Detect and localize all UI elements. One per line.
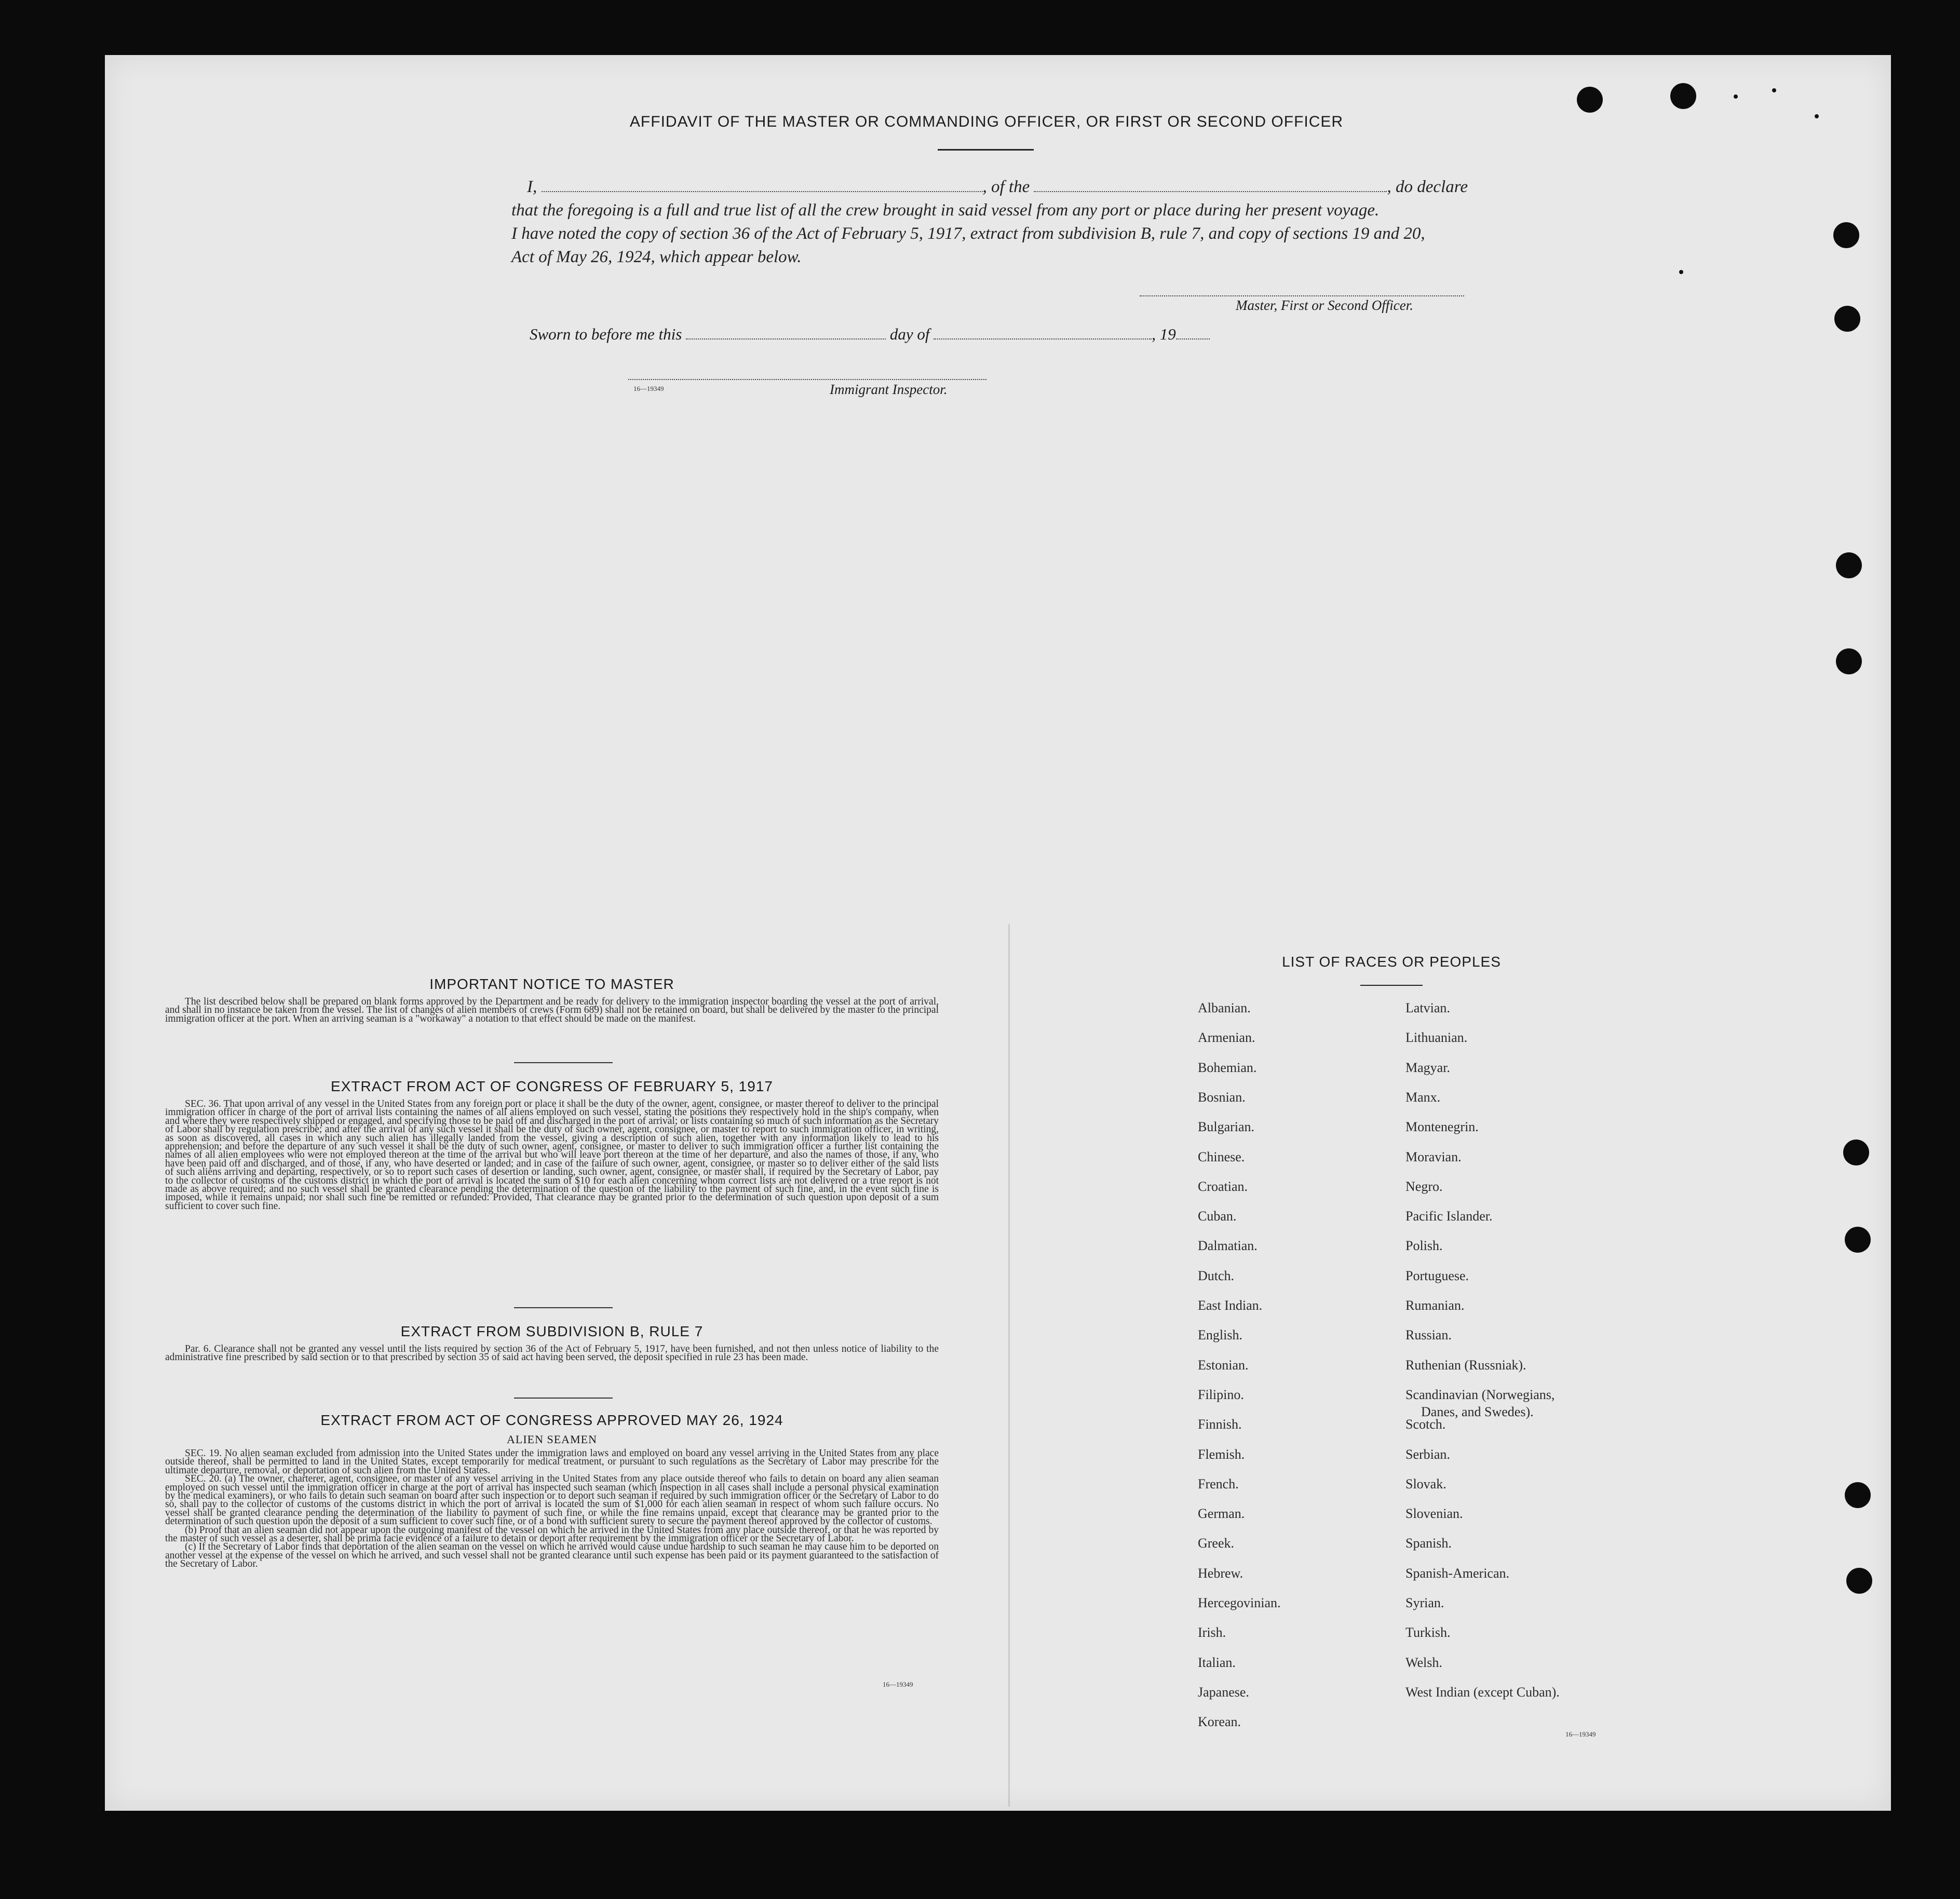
race-item: Filipino. — [1198, 1387, 1244, 1402]
race-item: Montenegrin. — [1405, 1119, 1479, 1134]
races-title: LIST OF RACES OR PEOPLES — [1282, 954, 1501, 970]
race-item: Dalmatian. — [1198, 1238, 1258, 1253]
race-item: Finnish. — [1198, 1417, 1242, 1432]
affidavit-title: AFFIDAVIT OF THE MASTER OR COMMANDING OFFICER, OR FIRST OR SECOND OFFICER — [629, 113, 1344, 130]
race-item: Magyar. — [1405, 1060, 1450, 1075]
title-divider — [1360, 985, 1423, 986]
race-item: Dutch. — [1198, 1268, 1235, 1283]
master-caption: Master, First or Second Officer. — [1236, 297, 1413, 313]
race-item: Estonian. — [1198, 1358, 1249, 1373]
race-item: Bulgarian. — [1198, 1119, 1255, 1134]
race-item: Negro. — [1405, 1179, 1443, 1194]
race-item: Greek. — [1198, 1536, 1235, 1551]
race-item: Japanese. — [1198, 1685, 1249, 1700]
extract-1924-subtitle: ALIEN SEAMEN — [507, 1433, 597, 1446]
race-item: Spanish. — [1405, 1536, 1452, 1551]
race-item: Albanian. — [1198, 1000, 1251, 1015]
race-item: West Indian (except Cuban). — [1405, 1685, 1560, 1700]
race-item: Latvian. — [1405, 1000, 1450, 1015]
notice-body: The list described below shall be prepared on blank forms approved by the Department and be ready for delivery to the immigration inspector boarding the vessel at the port of arrival, and shall in no instance be taken from the vessel. The list of changes of alien members of crews (Form 689) shall not be retained on board, but shall be delivered by the master to the principal immigration officer at the port. When an arriving seaman is a "workaway" a notation to that effect should be made on the manifest. — [165, 996, 939, 1024]
race-item: Serbian. — [1405, 1447, 1450, 1462]
affidavit-line2: that the foregoing is a full and true list of all the crew brought in said vessel from any port or place during her present voyage. — [511, 201, 1380, 220]
affidavit-line3: I have noted the copy of section 36 of the Act of February 5, 1917, extract from subdivision B, rule 7, and copy of sections 19 and 20, — [511, 224, 1425, 243]
race-item: Ruthenian (Russniak). — [1405, 1358, 1526, 1373]
race-item: Turkish. — [1405, 1625, 1451, 1640]
sworn-day-blank[interactable] — [686, 324, 886, 340]
punch-hole — [1843, 1140, 1869, 1165]
inspector-signature-line[interactable] — [628, 379, 986, 380]
affidavit-line4: Act of May 26, 1924, which appear below. — [511, 248, 802, 266]
extract-1924 — [165, 1412, 939, 1569]
punch-hole — [1845, 1227, 1871, 1253]
extract-rule7-body: Par. 6. Clearance shall not be granted any vessel until the lists required by section 36 of the Act of February 5, 1917, have been furnished, and not then unless notice of liability to the administrative fine prescribed by said section or to that prescribed by section 35 of said act having been served, the deposit specified in rule 23 has been made. — [165, 1344, 939, 1363]
sworn-year-blank[interactable] — [1176, 324, 1210, 340]
race-item: Manx. — [1405, 1090, 1441, 1105]
important-notice — [165, 976, 939, 1023]
race-item: Flemish. — [1198, 1447, 1245, 1462]
punch-hole — [1846, 1568, 1872, 1594]
race-item: Scandinavian (Norwegians, — [1405, 1387, 1555, 1402]
section-divider — [514, 1062, 613, 1063]
form-number: 16—19349 — [633, 385, 664, 392]
race-item: Korean. — [1198, 1714, 1241, 1729]
speck — [1734, 94, 1738, 99]
race-item: Polish. — [1405, 1238, 1443, 1253]
section-divider — [514, 1398, 613, 1399]
race-item: Hebrew. — [1198, 1566, 1243, 1581]
speck — [1815, 114, 1819, 118]
name-blank[interactable] — [542, 177, 983, 192]
punch-hole — [1833, 222, 1859, 248]
speck — [1772, 88, 1776, 92]
race-item: Italian. — [1198, 1655, 1236, 1670]
inspector-caption: Immigrant Inspector. — [830, 382, 948, 397]
punch-hole — [1834, 306, 1860, 332]
extract-rule7-title: EXTRACT FROM SUBDIVISION B, RULE 7 — [400, 1323, 704, 1339]
speck — [1679, 270, 1683, 274]
form-number: 16—19349 — [1565, 1730, 1596, 1738]
race-item: East Indian. — [1198, 1298, 1263, 1313]
race-item: Hercegovinian. — [1198, 1595, 1281, 1610]
race-item: Welsh. — [1405, 1655, 1442, 1670]
race-item: Croatian. — [1198, 1179, 1248, 1194]
race-item: German. — [1198, 1506, 1245, 1521]
race-item: Syrian. — [1405, 1595, 1444, 1610]
extract-rule7 — [165, 1323, 939, 1362]
race-item: Irish. — [1198, 1625, 1226, 1640]
vessel-blank[interactable] — [1034, 177, 1387, 192]
punch-hole — [1577, 87, 1603, 113]
affidavit-line1: I, , of the , do declare — [527, 178, 1468, 196]
affidavit-body — [511, 175, 1482, 269]
section-divider — [514, 1307, 613, 1308]
extract-1924-body: SEC. 19. No alien seaman excluded from admission into the United States under the immigration laws and employed on board any vessel arriving in the United States from any place outside thereof, shall be permitted to land in the United States, except temporarily for medical treatment, or pursuant to such regulations as the Secretary of Labor may prescribe for the ultimate departure, removal, or deportation of such alien from the United States. SEC. 20. (a) The owner, charterer, agent, consignee, or master of any vessel arriving in the United States from any place outside thereof who fails to detain on board any alien seaman employed on such vessel until the immigration officer in charge at the port of arrival has inspected such seaman (which inspection in all cases shall include a personal physical examination by the medical examiners), or who fails to detain such seaman on board after such inspection or to deport such seaman if required by such immigration officer or the Secretary of Labor to do so, shall pay to the collector of customs of the customs district in which the port of arrival is located the sum of $1,000 for each alien seaman in respect of whom such failure occurs. No vessel shall be granted clearance pending the determination of the liability to payment of such fine, or while the fine remains unpaid, except that clearance may be granted prior to the determination of such question upon the deposit of a sum sufficient to cover such fine, or of a bond with sufficient surety to secure the payment thereof approved by the collector of customs. (b) Proof that an alien seaman did not appear upon the outgoing manifest of the vessel on which he arrived in the United States from any place outside thereof, or that he was reported by the master of such vessel as a deserter, shall be prima facie evidence of a failure to detain or deport after requirement by the immigration officer or the Secretary of Labor. (c) If the Secretary of Labor finds that deportation of the alien seaman on the vessel on which he arrived would cause undue hardship to such seaman he may cause him to be deported on another vessel at the expense of the vessel on which he arrived, and such vessel shall not be granted clearance until such expense has been paid or its payment guaranteed to the satisfaction of the Secretary of Labor. — [165, 1448, 939, 1570]
race-item: Lithuanian. — [1405, 1030, 1468, 1045]
punch-hole — [1845, 1482, 1871, 1508]
title-divider — [938, 149, 1034, 151]
extract-1924-title: EXTRACT FROM ACT OF CONGRESS APPROVED MAY 26, 1924 — [320, 1412, 783, 1428]
race-item: Scotch. — [1405, 1417, 1446, 1432]
race-item: Russian. — [1405, 1327, 1452, 1342]
punch-hole — [1836, 552, 1862, 578]
sworn-line: Sworn to before me this day of , 19 — [530, 324, 1210, 344]
race-item: Cuban. — [1198, 1209, 1237, 1224]
punch-hole — [1670, 83, 1696, 109]
form-number: 16—19349 — [883, 1680, 913, 1688]
punch-hole — [1836, 648, 1862, 674]
race-item: Armenian. — [1198, 1030, 1255, 1045]
extract-1917 — [165, 1078, 939, 1211]
race-item: Bosnian. — [1198, 1090, 1246, 1105]
notice-title: IMPORTANT NOTICE TO MASTER — [429, 976, 674, 992]
sworn-month-blank[interactable] — [934, 324, 1152, 340]
race-item: Danes, and Swedes). — [1421, 1404, 1534, 1419]
extract-1917-title: EXTRACT FROM ACT OF CONGRESS OF FEBRUARY 5, 1917 — [331, 1078, 773, 1094]
race-item: Slovenian. — [1405, 1506, 1463, 1521]
master-signature-line[interactable] — [1140, 295, 1464, 296]
race-item: Slovak. — [1405, 1476, 1447, 1491]
page-fold — [1008, 924, 1010, 1807]
race-item: Rumanian. — [1405, 1298, 1465, 1313]
race-item: Moravian. — [1405, 1149, 1462, 1164]
race-item: Bohemian. — [1198, 1060, 1257, 1075]
race-item: Portuguese. — [1405, 1268, 1469, 1283]
race-item: Spanish-American. — [1405, 1566, 1510, 1581]
race-item: Chinese. — [1198, 1149, 1245, 1164]
race-item: English. — [1198, 1327, 1242, 1342]
race-item: Pacific Islander. — [1405, 1209, 1493, 1224]
extract-1917-body: SEC. 36. That upon arrival of any vessel in the United States from any foreign port or place it shall be the duty of the owner, agent, consignee, or master thereof to deliver to the principal immigration officer in charge of the port of arrival lists containing the names of all aliens employed on such vessel, stating the positions they respectively hold in the ship's company, when and where they were respectively shipped or engaged, and specifying those to be paid off and discharged in the port of arrival; or lists containing so much of such information as the Secretary of Labor shall by regulation prescribe; and after the arrival of any such vessel it shall be the duty of such owner, agent, consignee, or master to report to such immigration officer, in writing, as soon as discovered, all cases in which any such alien has illegally landed from the vessel, giving a description of such alien, together with any information likely to lead to his apprehension; and before the departure of any such vessel it shall be the duty of such owner, agent, consignee, or master to deliver to such immigration officer a further list containing the names of all alien employees who were not employed thereon at the time of the arrival but who will leave port thereon at the time of her departure, and also the names of those, if any, who have been paid off and discharged, and of those, if any, who have deserted or landed; and in case of the failure of such owner, agent, consignee, or master so to deliver either of the said lists of such aliens arriving and departing, respectively, or so to report such cases of desertion or landing, such owner, agent, consignee, or master shall, if required by the Secretary of Labor, pay to the collector of customs of the customs district in which the port of arrival is located the sum of $10 for each alien concerning whom correct lists are not delivered or a true report is not made as above required; and no such vessel shall be granted clearance pending the determination of the question of the liability to the payment of such fine, and, in the event such fine is imposed, while it remains unpaid; nor shall such fine be remitted or refunded: Provided, That clearance may be granted prior to the determination of such question upon deposit of a sum sufficient to cover such fine. — [165, 1098, 939, 1212]
race-item: French. — [1198, 1476, 1239, 1491]
